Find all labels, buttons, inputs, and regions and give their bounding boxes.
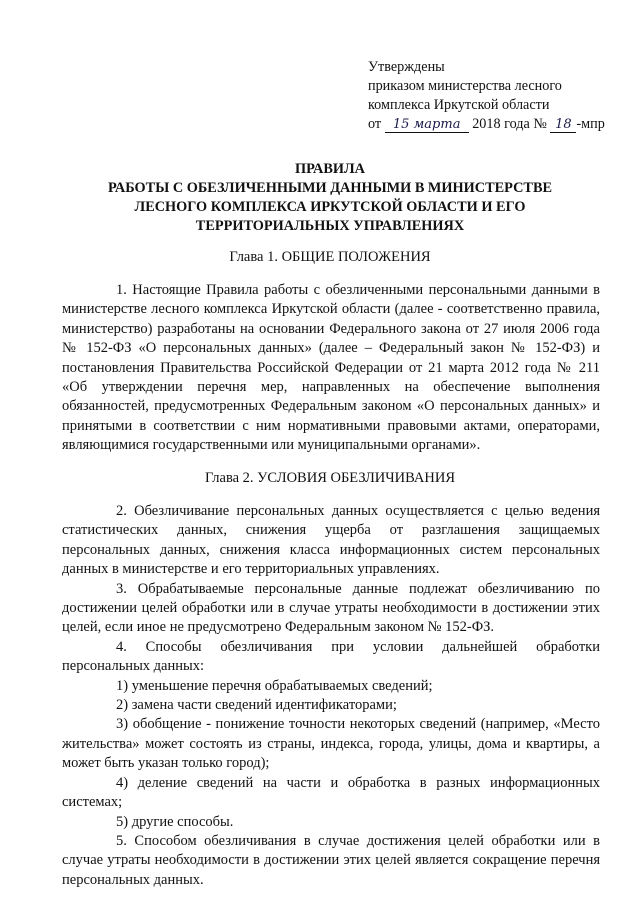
- list-item-5: 5) другие способы.: [116, 813, 234, 830]
- list-item-3: 3) обобщение - понижение точности некоторых сведений (например, «Место жительства» может состоять из страны, индекса, города, улицы, дома и квартиры, а может быть указан только город);: [62, 716, 600, 772]
- title-line-1: ПРАВИЛА: [295, 161, 365, 177]
- chapter-2-heading: Глава 2. УСЛОВИЯ ОБЕЗЛИЧИВАНИЯ: [204, 470, 455, 486]
- handwritten-date: 15 марта: [392, 117, 461, 132]
- paragraph-1: 1. Настоящие Правила работы с обезличенными персональными данными в министерстве лесного комплекса Иркутской области (далее - соответственно правила, министерство) разработаны на основании Федерального закона от 27 июля 2006 года № 152-ФЗ «О персональных данных» (далее – Федеральный закон № 152-ФЗ) и постановления Правительства Российской Федерации от 21 марта 2012 года № 211 «Об утверждении перечня мер, направленных на обеспечение выполнения обязанностей, предусмотренных Федеральным законом «О персональных данных» и принятыми в соответствии с ним нормативными правовыми актами, операторами, являющимися государственными или муниципальными органами».: [62, 282, 600, 454]
- paragraph-3: 3. Обрабатываемые персональные данные подлежат обезличиванию по достижении целей обработки или в случае утраты необходимости в достижении этих целей, если иное не предусмотрено Федеральным законом № 152-ФЗ.: [62, 580, 600, 636]
- list-item-1: 1) уменьшение перечня обрабатываемых сведений;: [116, 677, 433, 694]
- date-blank: [385, 117, 469, 133]
- chapter-1-body: [62, 281, 600, 456]
- approval-line-3: комплекса Иркутской области: [368, 97, 550, 113]
- approval-date-line: [368, 115, 605, 134]
- paragraph-4: 4. Способы обезличивания при условии дальнейшей обработки персональных данных:: [62, 638, 600, 675]
- title-line-4: ТЕРРИТОРИАЛЬНЫХ УПРАВЛЕНИЯХ: [195, 218, 465, 234]
- paragraph-5: 5. Способом обезличивания в случае достижения целей обработки или в случае утраты необходимости в достижении этих целей является сокращение перечня персональных данных.: [62, 832, 600, 888]
- chapter-2-body: [62, 502, 600, 890]
- list-item-4: 4) деление сведений на части и обработка в разных информационных системах;: [62, 774, 600, 811]
- handwritten-number: 18: [555, 117, 572, 132]
- title-line-2: РАБОТЫ С ОБЕЗЛИЧЕННЫМИ ДАННЫМИ В МИНИСТЕРСТВЕ: [107, 180, 553, 196]
- number-blank: [550, 117, 576, 133]
- document-title: [60, 160, 600, 236]
- approval-line-1: Утверждены: [368, 59, 445, 75]
- approval-block: [368, 58, 605, 134]
- year-text: 2018 года №: [472, 116, 547, 132]
- list-item-2: 2) замена части сведений идентификаторами;: [116, 697, 397, 714]
- chapter-1-heading: Глава 1. ОБЩИЕ ПОЛОЖЕНИЯ: [229, 249, 431, 265]
- approval-line-2: приказом министерства лесного: [368, 78, 562, 94]
- paragraph-2: 2. Обезличивание персональных данных осуществляется с целью ведения статистических данных, снижения ущерба от разглашения защищаемых персональных данных, снижения класса информационных систем персональных данных в министерстве и его территориальных управлениях.: [62, 503, 600, 578]
- number-suffix: -мпр: [576, 116, 605, 132]
- title-line-3: ЛЕСНОГО КОМПЛЕКСА ИРКУТСКОЙ ОБЛАСТИ И ЕГО: [134, 199, 526, 215]
- date-prefix: от: [368, 116, 382, 132]
